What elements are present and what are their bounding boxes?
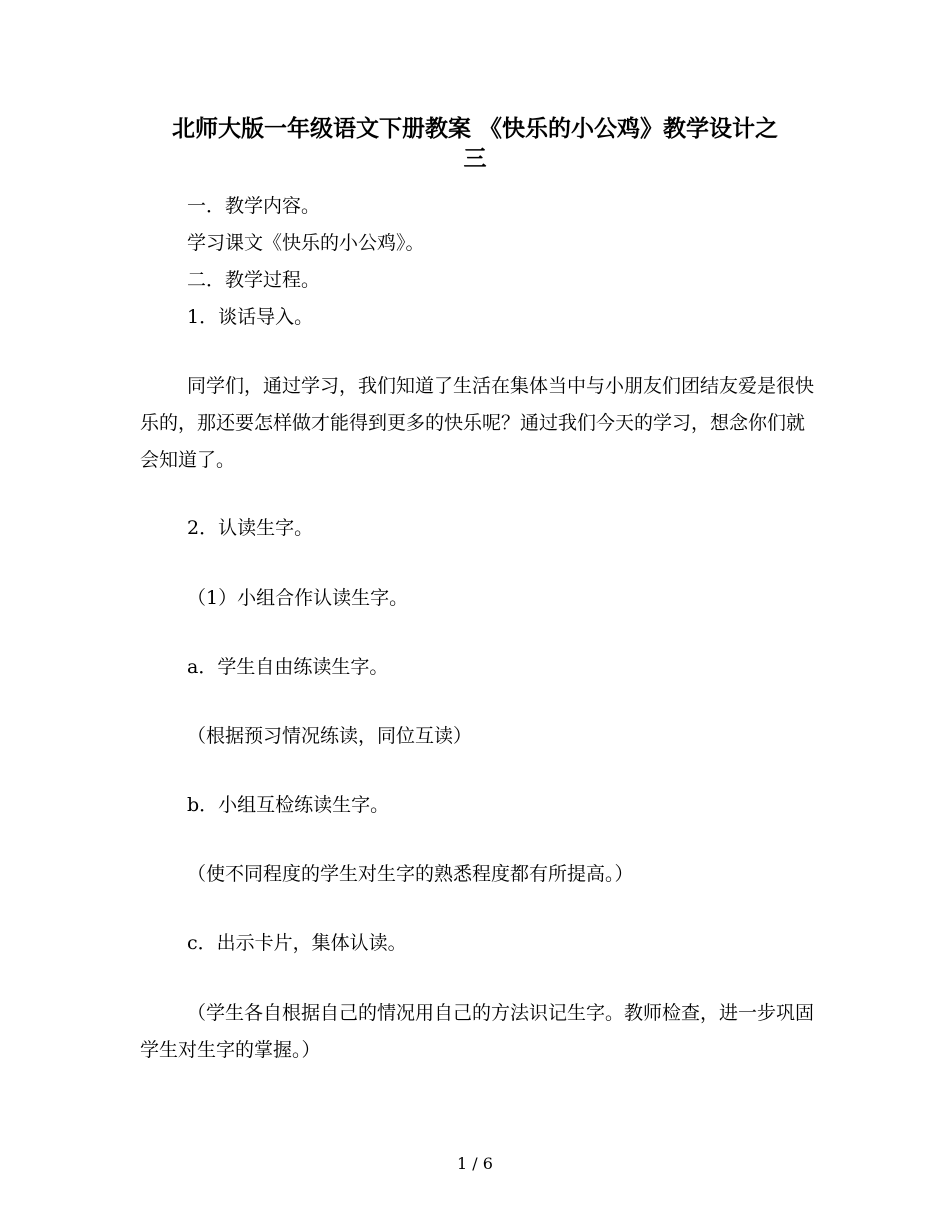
title-line-2: 三 [463, 146, 487, 172]
note-a: （根据预习情况练读，同位互读） [187, 725, 473, 747]
document-title [140, 114, 810, 174]
paragraph-content-desc: 学习课文《快乐的小公鸡》。 [187, 232, 425, 254]
paragraph-intro-text: 同学们，通过学习，我们知道了生活在集体当中与小朋友们团结友爱是很快乐的，那还要怎样做才能得到更多的快乐呢？通过我们今天的学习，想念你们就会知道了。 [140, 375, 815, 471]
item-a: a．学生自由练读生字。 [187, 656, 389, 678]
title-line-1: 北师大版一年级语文下册教案 《快乐的小公鸡》教学设计之 [171, 116, 778, 142]
note-c: （学生各自根据自己的情况用自己的方法识记生字。教师检查，进一步巩固学生对生字的掌握。） [140, 1002, 815, 1061]
sub-step-group-reading: （1）小组合作认读生字。 [187, 587, 409, 609]
item-c: c．出示卡片，集体认读。 [187, 932, 407, 954]
page-number: 1 / 6 [457, 1154, 493, 1173]
step-heading-read-characters: 2．认读生字。 [187, 517, 314, 539]
step-heading-intro: 1．谈话导入。 [187, 306, 314, 328]
section-heading-content: 一．教学内容。 [187, 195, 321, 217]
note-b: （使不同程度的学生对生字的熟悉程度都有所提高。） [187, 863, 634, 885]
item-b: b．小组互检练读生字。 [187, 794, 390, 816]
section-heading-process: 二．教学过程。 [187, 269, 321, 291]
